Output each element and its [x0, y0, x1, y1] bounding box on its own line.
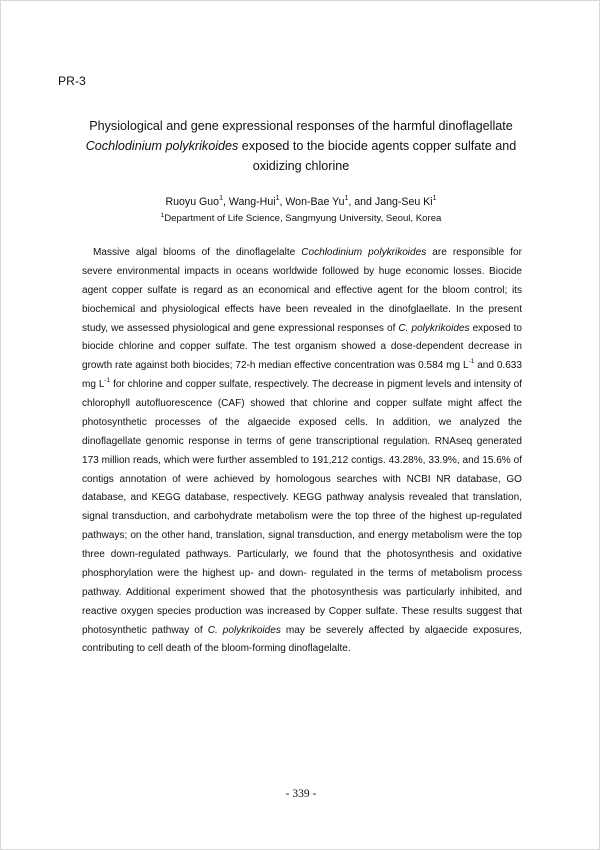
- affiliation-mark: 1: [160, 212, 165, 219]
- author-separator: ,: [222, 196, 229, 208]
- title-line-2-rest: exposed to the biocide agents copper sulfate and: [238, 139, 517, 153]
- author-affiliation-mark: 1: [275, 195, 280, 202]
- abstract-run: and 0.633 mg L: [82, 360, 522, 391]
- title-line-2: [71, 136, 531, 156]
- paper-title: [71, 116, 531, 176]
- author-affiliation-mark: 1: [344, 195, 349, 202]
- author-separator: ,: [279, 196, 286, 208]
- abstract-species-name: Cochlodinium polykrikoides: [301, 247, 427, 258]
- abstract-species-name: C. polykrikoides: [398, 322, 470, 334]
- abstract-run: Massive algal blooms of the dinoflagelalte: [93, 247, 302, 258]
- affiliation: [81, 209, 521, 226]
- session-code: PR-3: [58, 74, 86, 88]
- author-separator: , and: [348, 196, 375, 208]
- abstract-run: may be severely affected by algaecide exposures, contributing to cell death of the bloom-forming dinoflagelalte.: [82, 624, 522, 655]
- abstract-species-name: C. polykrikoides: [207, 624, 281, 636]
- abstract-run: are responsible for severe environmental impacts in oceans worldwide followed by huge economic losses. Biocide agent copper sulfate is regard as an economical and effective agent for the bloom control; its biochemical and physiological effects have been revealed in the dinofglaellate. In the present study, we assessed physiological and gene expressional responses of: [82, 247, 522, 334]
- author-name: Won-Bae Yu: [285, 196, 345, 208]
- author-name: Jang-Seu Ki: [374, 196, 433, 208]
- abstract-text: [82, 244, 522, 659]
- author-list: [81, 192, 521, 209]
- unit-exponent: -1: [468, 358, 475, 366]
- unit-exponent: -1: [104, 377, 111, 385]
- title-line-1: Physiological and gene expressional responses of the harmful dinoflagellate: [89, 119, 513, 133]
- abstract-run: for chlorine and copper sulfate, respectively. The decrease in pigment levels and intensity of chlorophyll autofluorescence (CAF) showed that chlorine and copper sulfate might affect the photosynthetic processes of the algaecide exposed cells. In addition, we analyzed the dinoflagellate genomic response in terms of gene transcriptional regulation. RNAseq generated 173 million reads, which were further assembled to 191,212 contigs. 43.28%, 33.9%, and 15.6% of contigs annotation of were achieved by homologous searches with NCBI NR database, GO database, and KEGG database, respectively. KEGG pathway analysis revealed that translation, signal transduction, and carbohydrate metabolism were the top three of the highest up-regulated pathways; on the other hand, translation, signal transduction, and energy metabolism were the top three down-regulated pathways. Particularly, we found that the photosynthesis and oxidative phosphorylation were the highest up- and down- regulated in the terms of metabolism process pathway. Additional experiment showed that the photosynthesis was particularly inhibited, and reactive oxygen species production was increased by Copper sulfate. These results suggest that photosynthetic pathway of: [82, 379, 522, 636]
- affiliation-text: Department of Life Science, Sangmyung University, Seoul, Korea: [164, 213, 442, 224]
- title-line-3: oxidizing chlorine: [252, 159, 350, 173]
- author-affiliation-mark: 1: [432, 195, 437, 202]
- title-species-name: Cochlodinium polykrikoides: [85, 139, 239, 153]
- page-number: - 339 -: [285, 788, 317, 800]
- author-name: Wang-Hui: [228, 196, 276, 208]
- author-affiliation-mark: 1: [219, 195, 223, 202]
- abstract-run: exposed to biocide chlorine and copper sulfate. The test organism showed a dose-dependent decrease in growth rate against both biocides; 72-h median effective concentration was 0.584 mg L: [82, 322, 522, 372]
- author-name: Ruoyu Guo: [165, 196, 220, 208]
